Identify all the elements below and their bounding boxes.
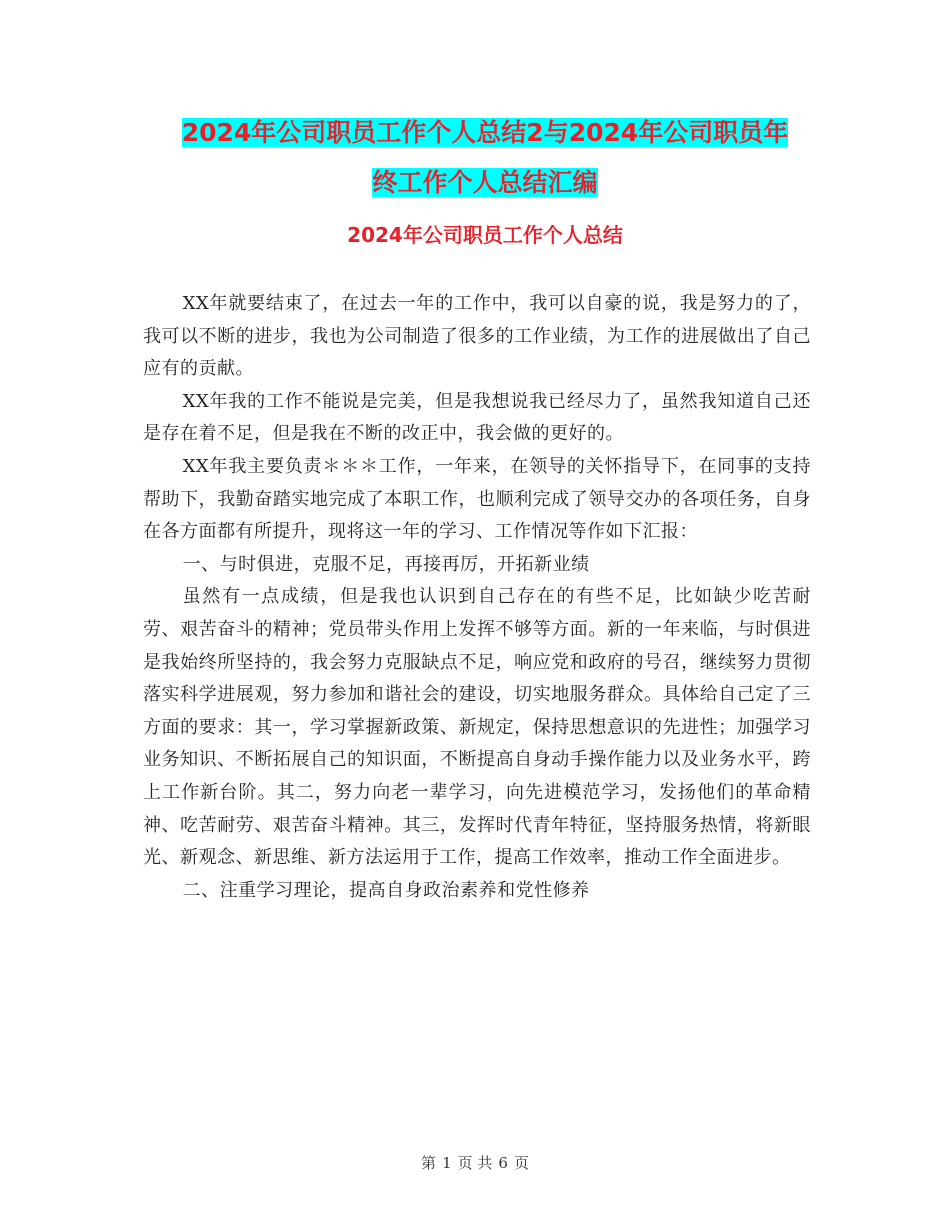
- document-title-line-1: 2024年公司职员工作个人总结2与2024年公司职员年: [181, 118, 789, 147]
- paragraph-4: 虽然有一点成绩，但是我也认识到自己存在的有些不足，比如缺少吃苦耐劳、艰苦奋斗的精神；党员带头作用上发挥不够等方面。新的一年来临，与时俱进是我始终所坚持的，我会努力克服缺点不足，响应党和政府的号召，继续努力贯彻落实科学进展观，努力参加和谐社会的建设，切实地服务群众。具体给自己定了三方面的要求：其一，学习掌握新政策、新规定，保持思想意识的先进性；加强学习业务知识、不断拓展自己的知识面，不断提高自身动手操作能力以及业务水平，跨上工作新台阶。其二，努力向老一辈学习，向先进模范学习，发扬他们的革命精神、吃苦耐劳、艰苦奋斗精神。其三，发挥时代青年特征，坚持服务热情，将新眼光、新观念、新思维、新方法运用于工作，提高工作效率，推动工作全面进步。: [143, 586, 811, 869]
- page-prefix: 第: [421, 1154, 437, 1172]
- document-title: [140, 108, 830, 208]
- section-title: 2024年公司职员工作个人总结: [347, 223, 623, 247]
- page-footer: [0, 1152, 950, 1173]
- paragraph-2: XX年我的工作不能说是完美，但是我想说我已经尽力了，虽然我知道自己还是存在着不足，但是我在不断的改正中，我会做的更好的。: [143, 390, 811, 445]
- document-body: [143, 288, 811, 907]
- document-title-line-2: 终工作个人总结汇编: [372, 168, 598, 197]
- page-number-total: 6: [498, 1154, 508, 1172]
- page-suffix: 页: [513, 1154, 529, 1172]
- heading-2: 二、注重学习理论，提高自身政治素养和党性修养: [182, 879, 590, 901]
- paragraph-3: XX年我主要负责＊＊＊工作，一年来，在领导的关怀指导下，在同事的支持帮助下，我勤奋踏实地完成了本职工作，也顺利完成了领导交办的各项任务，自身在各方面都有所提升，现将这一年的学习、工作情况等作如下汇报：: [143, 455, 811, 543]
- paragraph-1: XX年就要结束了，在过去一年的工作中，我可以自豪的说，我是努力的了，我可以不断的进步，我也为公司制造了很多的工作业绩，为工作的进展做出了自己应有的贡献。: [143, 293, 811, 380]
- heading-1: 一、与时俱进，克服不足，再接再厉，开拓新业绩: [182, 553, 590, 575]
- page-number-current: 1: [442, 1154, 452, 1172]
- page-mid: 页 共: [457, 1154, 493, 1172]
